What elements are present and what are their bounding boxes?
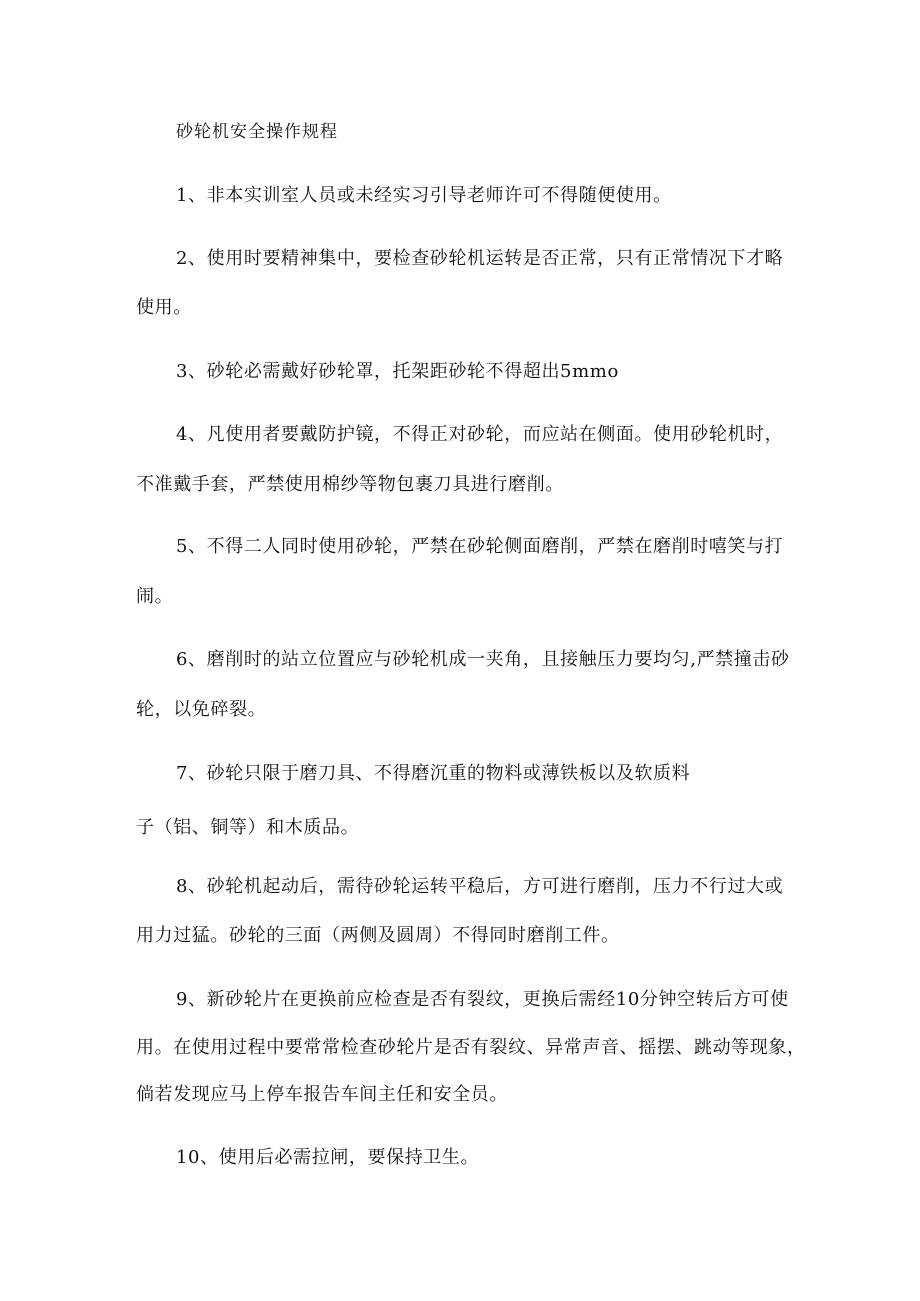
page-title: 砂轮机安全操作规程 xyxy=(176,122,338,142)
rule-8-line-1: 8、砂轮机起动后，需待砂轮运转平稳后，方可进行磨削，压力不行过大或 xyxy=(176,876,784,897)
rule-3-line-1: 3、砂轮必需戴好砂轮罩，托架距砂轮不得超出5mmo xyxy=(176,361,619,382)
rule-10-line-1: 10、使用后必需拉闸，要保持卫生。 xyxy=(176,1147,480,1168)
rule-1-line-1: 1、非本实训室人员或未经实习引导老师许可不得随便使用。 xyxy=(176,185,672,206)
rule-2-line-2: 使用。 xyxy=(136,297,192,318)
rule-5-line-1: 5、不得二人同时使用砂轮，严禁在砂轮侧面磨削，严禁在磨削时嘻笑与打 xyxy=(176,536,784,557)
rule-6-line-1: 6、磨削时的站立位置应与砂轮机成一夹角，且接触压力要均匀,严禁撞击砂 xyxy=(176,649,790,670)
rule-9-line-2: 用。在使用过程中要常常检查砂轮片是否有裂纹、异常声音、摇摆、跳动等现象， xyxy=(136,1037,806,1058)
rule-7-line-2: 子（铝、铜等）和木质品。 xyxy=(136,817,360,838)
rule-6-line-2: 轮，以免碎裂。 xyxy=(136,699,267,720)
rule-4-line-2: 不准戴手套，严禁使用棉纱等物包裹刀具进行磨削。 xyxy=(136,474,564,495)
rule-9-line-1: 9、新砂轮片在更换前应检查是否有裂纹，更换后需经10分钟空转后方可使 xyxy=(176,989,789,1010)
rule-4-line-1: 4、凡使用者要戴防护镜，不得正对砂轮，而应站在侧面。使用砂轮机时， xyxy=(176,424,784,445)
rule-8-line-2: 用力过猛。砂轮的三面（两侧及圆周）不得同时磨削工件。 xyxy=(136,925,620,946)
rule-5-line-2: 闹。 xyxy=(136,586,174,607)
rule-7-line-1: 7、砂轮只限于磨刀具、不得磨沉重的物料或薄铁板以及软质料 xyxy=(176,763,691,784)
rule-9-line-3: 倘若发现应马上停车报告车间主任和安全员。 xyxy=(136,1084,508,1105)
rule-2-line-1: 2、使用时要精神集中，要检查砂轮机运转是否正常，只有正常情况下才略 xyxy=(176,248,784,269)
